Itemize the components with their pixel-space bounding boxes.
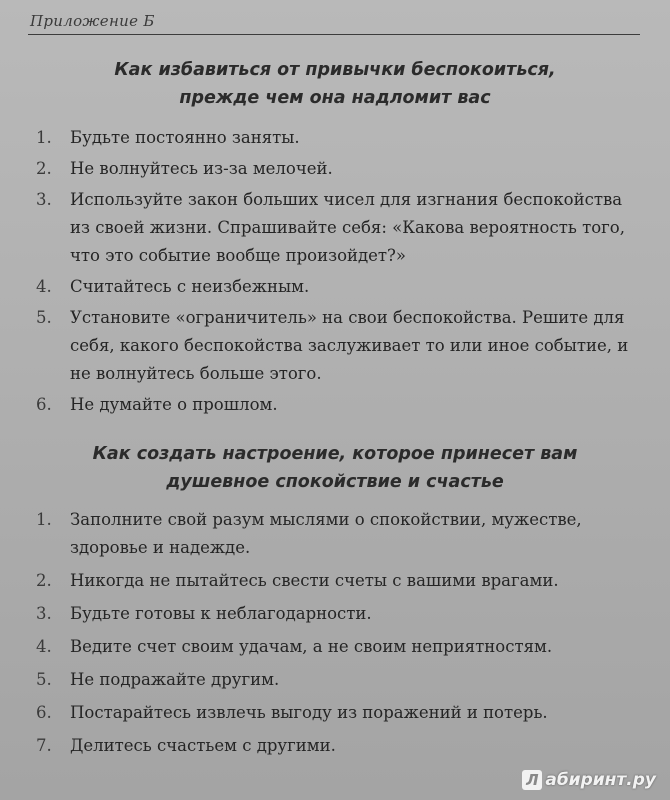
watermark-logo-icon: Л (522, 770, 542, 790)
item-number: 5. (36, 308, 52, 327)
item-number: 4. (36, 277, 52, 296)
item-number: 5. (36, 670, 52, 689)
item-text: Используйте закон больших чисел для изгнания беспокойства из своей жизни. Спрашивайте себя: «Какова вероятность того, что это событие вообще произойдет?» (70, 190, 625, 265)
item-number: 3. (36, 190, 52, 209)
item-text: Считайтесь с неизбежным. (70, 277, 310, 296)
item-number: 6. (36, 703, 52, 722)
item-number: 1. (36, 510, 52, 529)
section-2-heading (40, 440, 630, 496)
section-2-heading-line-2: душевное спокойствие и счастье (166, 472, 504, 492)
item-number: 2. (36, 571, 52, 590)
item-text: Делитесь счастьем с другими. (70, 736, 336, 755)
section-1-heading-line-1: Как избавиться от привычки беспокоиться, (114, 60, 556, 80)
item-text: Будьте готовы к неблагодарности. (70, 604, 372, 623)
watermark (522, 770, 656, 790)
item-number: 2. (36, 159, 52, 178)
item-text: Никогда не пытайтесь свести счеты с вашими врагами. (70, 571, 559, 590)
section-1-heading (40, 56, 630, 112)
item-text: Не думайте о прошлом. (70, 395, 278, 414)
item-number: 6. (36, 395, 52, 414)
list-item (36, 600, 646, 628)
item-number: 3. (36, 604, 52, 623)
item-text: Не подражайте другим. (70, 670, 280, 689)
list-item (36, 304, 646, 388)
list-item (36, 186, 646, 270)
list-item (36, 567, 646, 595)
item-text: Заполните свой разум мыслями о спокойствии, мужестве, здоровье и надежде. (70, 510, 582, 557)
section-2-heading-line-1: Как создать настроение, которое принесет вам (92, 444, 578, 464)
list-item (36, 666, 646, 694)
watermark-text: абиринт.ру (545, 770, 656, 790)
item-number: 1. (36, 128, 52, 147)
list-item (36, 633, 646, 661)
running-header: Приложение Б (30, 12, 155, 30)
list-item (36, 155, 646, 183)
item-text: Постарайтесь извлечь выгоду из поражений и потерь. (70, 703, 548, 722)
item-number: 7. (36, 736, 52, 755)
item-number: 4. (36, 637, 52, 656)
list-item (36, 506, 646, 562)
item-text: Установите «ограничитель» на свои беспокойства. Решите для себя, какого беспокойства заслуживает то или иное событие, и не волнуйтесь больше этого. (70, 308, 629, 383)
list-item (36, 732, 646, 760)
header-rule (28, 34, 640, 35)
section-1-heading-line-2: прежде чем она надломит вас (179, 88, 491, 108)
item-text: Не волнуйтесь из-за мелочей. (70, 159, 333, 178)
section-2-list (36, 506, 646, 765)
list-item (36, 273, 646, 301)
list-item (36, 124, 646, 152)
list-item (36, 699, 646, 727)
section-1-list (36, 124, 646, 422)
item-text: Ведите счет своим удачам, а не своим неприятностям. (70, 637, 553, 656)
item-text: Будьте постоянно заняты. (70, 128, 300, 147)
list-item (36, 391, 646, 419)
